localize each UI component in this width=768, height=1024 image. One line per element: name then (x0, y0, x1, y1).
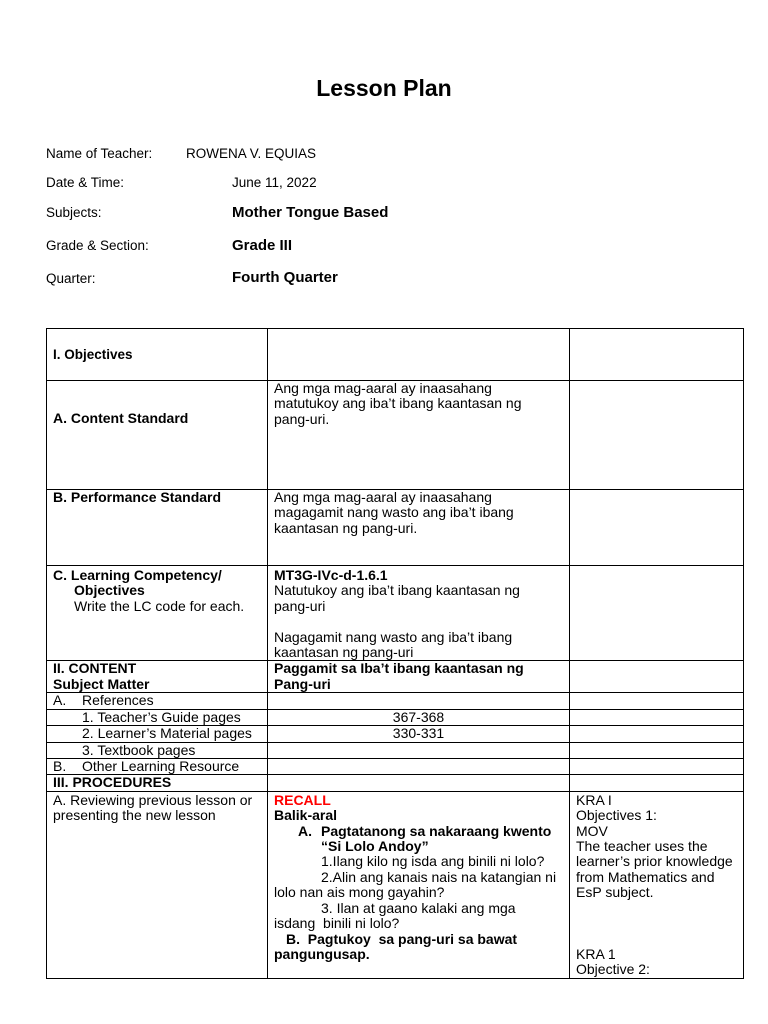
objective-2-line: Nagagamit nang wasto ang iba’t ibang (274, 628, 513, 645)
grade-section-label: Grade & Section: (46, 238, 149, 253)
other-resource-row (47, 759, 744, 775)
kra-next-line: Objective 2: (576, 961, 650, 978)
textbook-notes-cell (570, 742, 744, 758)
performance-standard-line: magagamit nang wasto ang iba’t ibang (274, 504, 514, 521)
kra-note-line: Objectives 1: (576, 807, 657, 824)
learners-material-label-cell (47, 726, 268, 742)
performance-standard-text-cell (268, 490, 570, 566)
content-standard-text-cell (268, 381, 570, 490)
references-marker: A. (53, 692, 67, 709)
kra-note-line: from Mathematics and (576, 868, 715, 885)
references-row (47, 693, 744, 709)
question-line: lolo nan ais mong gayahin? (274, 884, 445, 901)
procedures-content-cell (268, 775, 570, 791)
objective-2-line: kaantasan ng pang-uri (274, 644, 414, 661)
part-a-title: Pagtatanong sa nakaraang kwento (321, 822, 552, 839)
learners-material-pages-cell (268, 726, 570, 742)
objectives-label: I. Objectives (53, 346, 133, 362)
part-a-heading (274, 824, 563, 839)
kra-note-line: MOV (576, 822, 608, 839)
textbook-label-cell (47, 742, 268, 758)
date-time-label: Date & Time: (46, 175, 125, 190)
objective-1-line: pang-uri (274, 597, 326, 614)
recall-label: RECALL (274, 791, 331, 808)
part-a-marker: A. (298, 822, 312, 839)
learning-competency-instruction: Write the LC code for each. (74, 597, 245, 614)
other-resource-value-cell (268, 759, 570, 775)
learning-competency-notes-cell (570, 566, 744, 661)
subject-matter-cell (268, 661, 570, 693)
reviewing-label-cell (47, 791, 268, 978)
question-line: 3. Ilan at gaano kalaki ang mga (321, 899, 516, 916)
learning-competency-sublabel: Objectives (74, 582, 145, 599)
teachers-guide-pages-cell (268, 709, 570, 725)
other-resource-marker: B. (53, 758, 67, 775)
subject-matter-label: Subject Matter (53, 675, 150, 692)
other-resource-label-cell (47, 759, 268, 775)
textbook-label: 3. Textbook pages (82, 741, 196, 758)
kra-note-line: KRA I (576, 791, 612, 808)
textbook-pages-cell (268, 742, 570, 758)
teachers-guide-row (47, 709, 744, 725)
subjects-label: Subjects: (46, 205, 102, 220)
content-label-cell (47, 661, 268, 693)
reviewing-row (47, 791, 744, 978)
subject-matter-line: Pang-uri (274, 675, 331, 692)
kra-note-line: EsP subject. (576, 884, 654, 901)
learners-material-label: 2. Learner’s Material pages (82, 725, 252, 742)
content-standard-label: A. Content Standard (53, 410, 189, 426)
objectives-row (47, 329, 744, 381)
learners-material-row (47, 726, 744, 742)
question-line: isdang binili ni lolo? (274, 915, 400, 932)
content-row (47, 661, 744, 693)
quarter-value: Fourth Quarter (232, 269, 338, 286)
reviewing-label-line: A. Reviewing previous lesson or (53, 791, 253, 808)
other-resource-label (53, 759, 261, 774)
objective-1-line: Natutukoy ang iba’t ibang kaantasan ng (274, 582, 520, 599)
learning-competency-row (47, 566, 744, 661)
reviewing-kra-cell (570, 791, 744, 978)
procedures-label-cell (47, 775, 268, 791)
part-b-line: pangungusap. (274, 945, 370, 962)
balik-aral-label: Balik-aral (274, 807, 338, 824)
teachers-guide-notes-cell (570, 709, 744, 725)
part-b-line: B. Pagtukoy sa pang-uri sa bawat (286, 930, 518, 947)
question-line: 1.Ilang kilo ng isda ang binili ni lolo? (321, 853, 545, 870)
other-resource-notes-cell (570, 759, 744, 775)
content-standard-line: pang-uri. (274, 410, 330, 427)
performance-standard-notes-cell (570, 490, 744, 566)
references-label (53, 693, 261, 708)
performance-standard-line: Ang mga mag-aaral ay inaasahang (274, 489, 492, 505)
kra-note-line: The teacher uses the (576, 838, 708, 855)
quarter-label: Quarter: (46, 271, 96, 286)
teachers-guide-label: 1. Teacher’s Guide pages (82, 708, 241, 725)
procedures-label: III. PROCEDURES (53, 774, 172, 791)
references-label-cell (47, 693, 268, 709)
references-value-cell (268, 693, 570, 709)
question-line: 2.Alin ang kanais nais na katangian ni (321, 868, 557, 885)
content-standard-label-cell (47, 381, 268, 490)
date-time-value: June 11, 2022 (232, 175, 317, 190)
content-notes-cell (570, 661, 744, 693)
grade-section-value: Grade III (232, 237, 293, 254)
learners-material-notes-cell (570, 726, 744, 742)
kra-next-line: KRA 1 (576, 945, 616, 962)
content-standard-row (47, 381, 744, 490)
learning-competency-text-cell (268, 566, 570, 661)
learning-competency-label-cell (47, 566, 268, 661)
procedures-row (47, 775, 744, 791)
content-standard-notes-cell (570, 381, 744, 490)
teachers-guide-pages: 367-368 (392, 708, 445, 725)
kra-note-line: learner’s prior knowledge (576, 853, 733, 870)
learners-material-pages: 330-331 (392, 725, 445, 742)
story-title: “Si Lolo Andoy” (321, 838, 429, 855)
page-title: Lesson Plan (316, 75, 452, 101)
content-standard-line: matutukoy ang iba’t ibang kaantasan ng (274, 395, 522, 412)
objectives-notes-cell (570, 329, 744, 381)
teacher-value: ROWENA V. EQUIAS (186, 146, 317, 161)
performance-standard-row (47, 490, 744, 566)
other-resource-text: Other Learning Resource (82, 758, 240, 775)
subjects-value: Mother Tongue Based (232, 204, 389, 221)
teacher-label: Name of Teacher: (46, 146, 153, 161)
lc-code: MT3G-IVc-d-1.6.1 (274, 567, 388, 583)
content-standard-line: Ang mga mag-aaral ay inaasahang (274, 380, 492, 396)
procedures-notes-cell (570, 775, 744, 791)
references-text: References (82, 692, 154, 709)
references-notes-cell (570, 693, 744, 709)
learning-competency-label: C. Learning Competency/ (53, 567, 222, 583)
reviewing-activity-cell (268, 791, 570, 978)
subject-matter-line: Paggamit sa Iba’t ibang kaantasan ng (274, 660, 524, 677)
textbook-row (47, 742, 744, 758)
objectives-content-cell (268, 329, 570, 381)
reviewing-label-line: presenting the new lesson (53, 807, 216, 824)
teachers-guide-label-cell (47, 709, 268, 725)
objectives-label-cell (47, 329, 268, 381)
content-label: II. CONTENT (53, 660, 137, 677)
lesson-plan-table (46, 328, 744, 979)
performance-standard-label: B. Performance Standard (53, 489, 222, 505)
performance-standard-line: kaantasan ng pang-uri. (274, 519, 418, 536)
performance-standard-label-cell (47, 490, 268, 566)
